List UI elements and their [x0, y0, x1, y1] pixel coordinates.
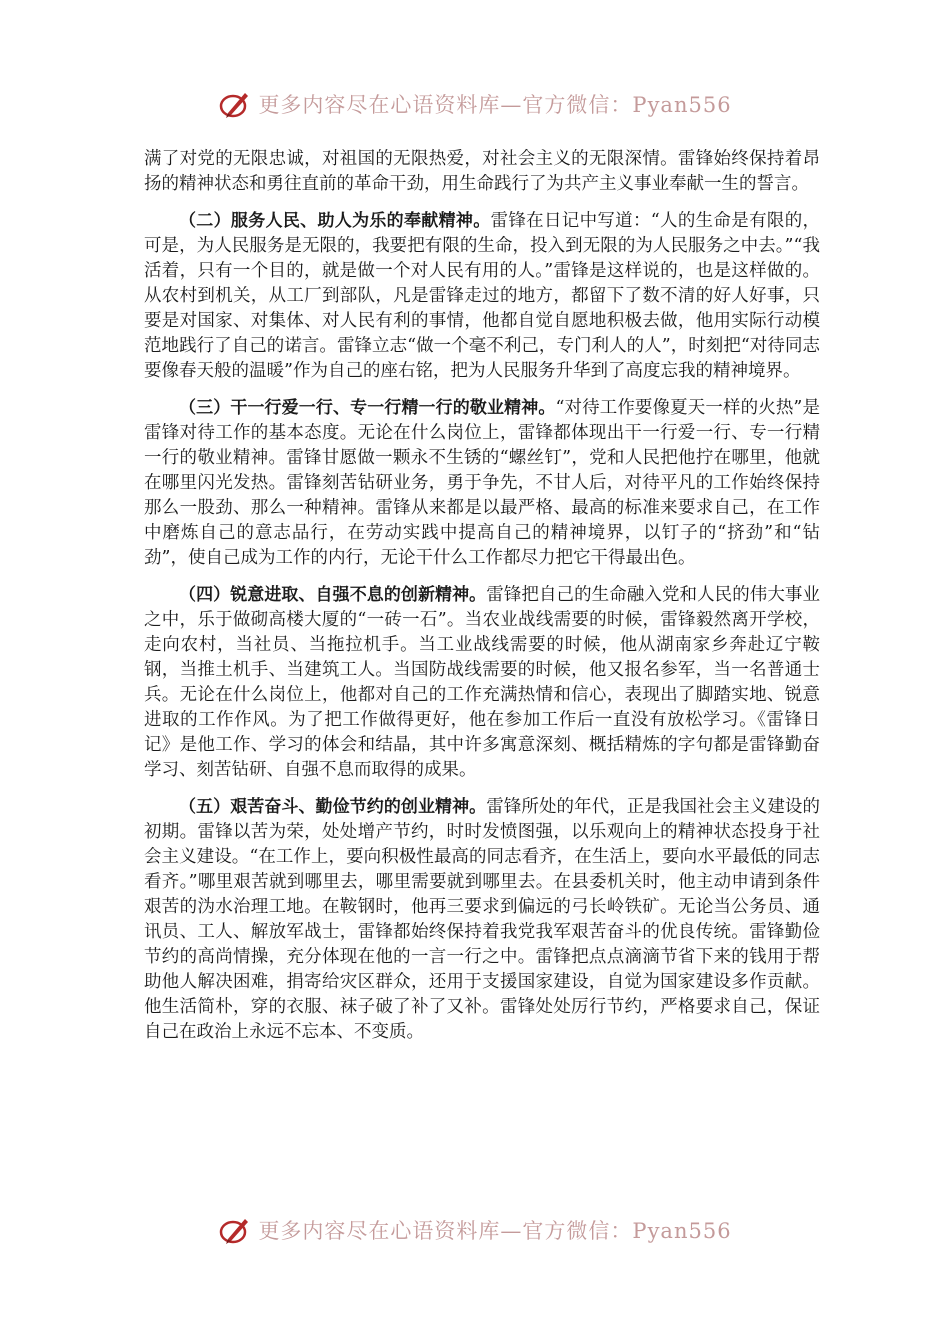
paragraph-4-body: 雷锋把自己的生命融入党和人民的伟大事业之中，乐于做砌高楼大厦的“一砖一石”。当农业战线需要的时候，雷锋毅然离开学校，走向农村，当社员、当拖拉机手。当工业战线需要的时候，他从湖南家乡奔赴辽宁鞍钢，当推土机手、当建筑工人。当国防战线需要的时候，他又报名参军，当一名普通士兵。无论在什么岗位上，他都对自己的工作充满热情和信心，表现出了脚踏实地、锐意进取的工作作风。为了把工作做得更好，他在参加工作后一直没有放松学习。《雷锋日记》是他工作、学习的体会和结晶，其中许多寓意深刻、概括精炼的字句都是雷锋勤奋学习、刻苦钻研、自强不息而取得的成果。 [144, 585, 820, 780]
footer-watermark [0, 1212, 950, 1248]
watermark-text: 更多内容尽在心语资料库—官方微信：Pyan556 [258, 93, 732, 117]
paragraph-5-body: 雷锋所处的年代，正是我国社会主义建设的初期。雷锋以苦为荣，处处增产节约，时时发愤图强，以乐观向上的精神状态投身于社会主义建设。“在工作上，要向积极性最高的同志看齐，在生活上，要向水平最低的同志看齐。”哪里艰苦就到哪里去，哪里需要就到哪里去。在县委机关时，他主动申请到条件艰苦的沩水治理工地。在鞍钢时，他再三要求到偏远的弓长岭铁矿。无论当公务员、通讯员、工人、解放军战士，雷锋都始终保持着我党我军艰苦奋斗的优良传统。雷锋勤俭节约的高尚情操，充分体现在他的一言一行之中。雷锋把点点滴滴节省下来的钱用于帮助他人解决困难，捐寄给灾区群众，还用于支援国家建设，自觉为国家建设多作贡献。他生活简朴，穿的衣服、袜子破了补了又补。雷锋处处厉行节约，严格要求自己，保证自己在政治上永远不忘本、不变质。 [144, 797, 820, 1042]
paragraph-3-body: “对待工作要像夏天一样的火热”是雷锋对待工作的基本态度。无论在什么岗位上，雷锋都体现出干一行爱一行、专一行精一行的敬业精神。雷锋甘愿做一颗永不生锈的“螺丝钉”，党和人民把他拧在哪里，他就在哪里闪光发热。雷锋刻苦钻研业务，勇于争先，不甘人后，对待平凡的工作始终保持那么一股劲、那么一种精神。雷锋从来都是以最严格、最高的标准来要求自己，在工作中磨炼自己的意志品行，在劳动实践中提高自己的精神境界，以钉子的“挤劲”和“钻劲”，使自己成为工作的内行，无论干什么工作都尽力把它干得最出色。 [144, 398, 820, 568]
paragraph-1 [144, 147, 820, 197]
paragraph-4-heading: （四）锐意进取、自强不息的创新精神。 [179, 585, 487, 605]
pen-quill-logo-icon [218, 87, 252, 121]
header-watermark [0, 86, 950, 122]
watermark-text: 更多内容尽在心语资料库—官方微信：Pyan556 [258, 1219, 732, 1243]
paragraph-3-heading: （三）干一行爱一行、专一行精一行的敬业精神。 [179, 398, 556, 418]
paragraph-5-heading: （五）艰苦奋斗、勤俭节约的创业精神。 [179, 797, 487, 817]
pen-quill-logo-icon [218, 1213, 252, 1247]
paragraph-2-heading: （二）服务人民、助人为乐的奉献精神。 [179, 211, 491, 231]
paragraph-2-body: 雷锋在日记中写道：“人的生命是有限的，可是，为人民服务是无限的，我要把有限的生命，投入到无限的为人民服务之中去。”“我活着，只有一个目的，就是做一个对人民有用的人。”雷锋是这样说的，也是这样做的。从农村到机关，从工厂到部队，凡是雷锋走过的地方，都留下了数不清的好人好事，只要是对国家、对集体、对人民有利的事情，他都自觉自愿地积极去做，他用实际行动模范地践行了自己的诺言。雷锋立志“做一个毫不利己，专门利人的人”，时刻把“对待同志要像春天般的温暖”作为自己的座右铭，把为人民服务升华到了高度忘我的精神境界。 [144, 211, 820, 381]
paragraph-4 [144, 583, 820, 783]
paragraph-2 [144, 209, 820, 384]
paragraph-1-body: 满了对党的无限忠诚，对祖国的无限热爱，对社会主义的无限深情。雷锋始终保持着昂扬的精神状态和勇往直前的革命干劲，用生命践行了为共产主义事业奉献一生的誓言。 [144, 149, 820, 194]
document-body [144, 147, 820, 1057]
paragraph-3 [144, 396, 820, 571]
paragraph-5 [144, 795, 820, 1045]
